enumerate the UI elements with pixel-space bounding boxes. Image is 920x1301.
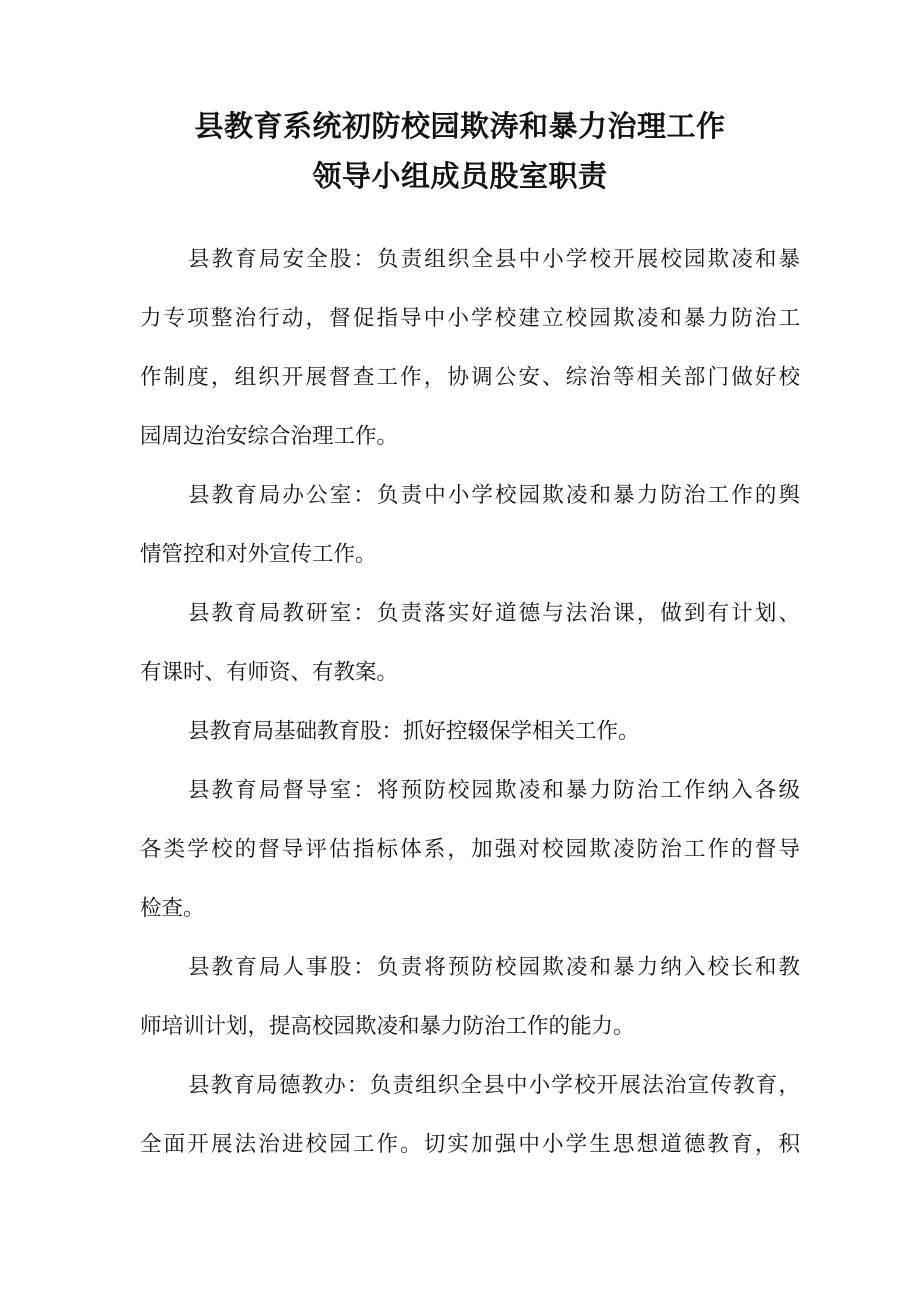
paragraph-teaching-research: [140, 599, 800, 688]
paragraph-line: 县教育局基础教育股：抓好控辍保学相关工作。: [188, 719, 640, 744]
paragraph-line: 园周边治安综合治理工作。: [140, 424, 399, 449]
paragraph-line: 力专项整治行动，督促指导中小学校建立校园欺凌和暴力防治工: [140, 306, 800, 331]
paragraph-line: 县教育局办公室：负责中小学校园欺凌和暴力防治工作的舆: [188, 483, 800, 508]
paragraph-line: 县教育局教研室：负责落实好道德与法治课，做到有计划、: [188, 601, 800, 626]
document-body: [140, 245, 800, 1160]
paragraph-supervision-office: [140, 776, 800, 924]
paragraph-line: 县教育局人事股：负责将预防校园欺凌和暴力纳入校长和教: [188, 955, 800, 980]
paragraph-line: 各类学校的督导评估指标体系，加强对校园欺凌防治工作的督导: [140, 837, 800, 862]
paragraph-line: 县教育局督导室：将预防校园欺凌和暴力防治工作纳入各级: [188, 778, 800, 803]
paragraph-basic-education: [140, 717, 800, 747]
paragraph-moral-education-office: [140, 1071, 800, 1160]
paragraph-safety-section: [140, 245, 800, 452]
paragraph-line: 全面开展法治进校园工作。切实加强中小学生思想道德教育，积: [140, 1132, 800, 1157]
paragraph-general-office: [140, 481, 800, 570]
paragraph-line: 有课时、有师资、有教案。: [140, 660, 399, 685]
paragraph-line: 作制度，组织开展督查工作，协调公安、综治等相关部门做好校: [140, 365, 800, 390]
paragraph-line: 情管控和对外宣传工作。: [140, 542, 377, 567]
paragraph-line: 检查。: [140, 896, 205, 921]
paragraph-line: 县教育局德教办：负责组织全县中小学校开展法治宣传教育，: [188, 1073, 800, 1098]
paragraph-personnel-section: [140, 953, 800, 1042]
document-title-line-1: 县教育系统初防校园欺涛和暴力治理工作: [194, 109, 726, 143]
document-title-line-2: 领导小组成员股室职责: [312, 159, 608, 193]
paragraph-line: 县教育局安全股：负责组织全县中小学校开展校园欺凌和暴: [188, 247, 800, 272]
paragraph-line: 师培训计划，提高校园欺凌和暴力防治工作的能力。: [140, 1014, 635, 1039]
